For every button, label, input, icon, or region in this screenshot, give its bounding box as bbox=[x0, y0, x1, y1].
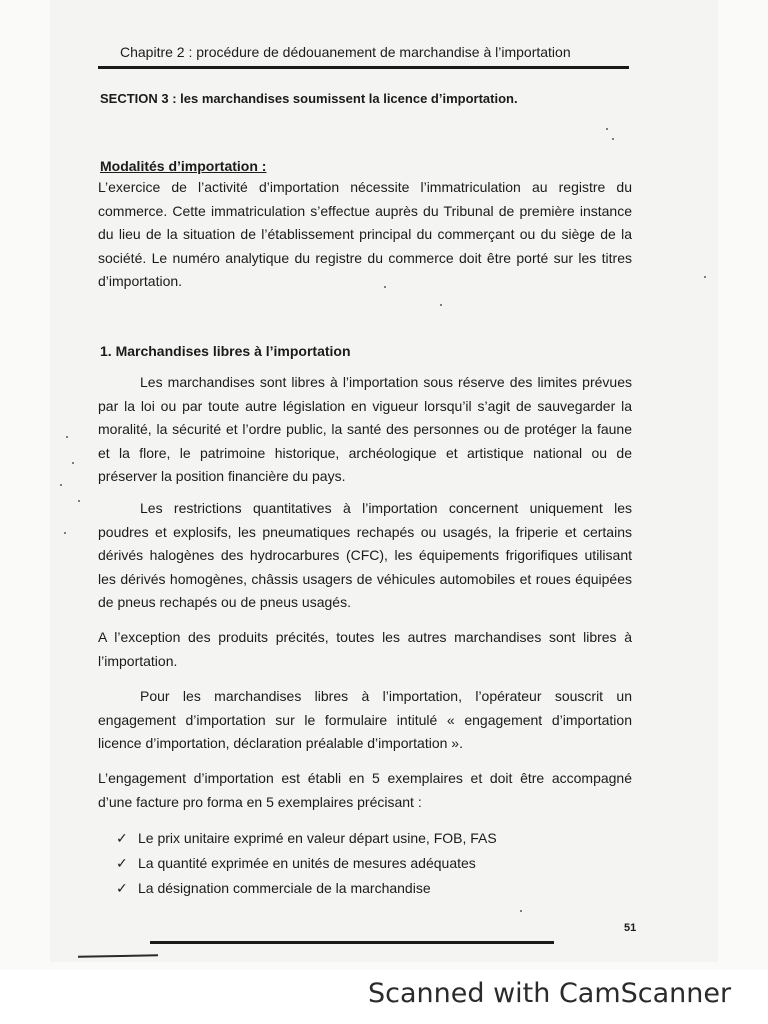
list-item-text: La désignation commerciale de la marchandise bbox=[138, 880, 431, 896]
scan-speck bbox=[60, 484, 62, 486]
section-title: SECTION 3 : les marchandises soumissent la licence d’importation. bbox=[100, 91, 518, 106]
footer-rule bbox=[150, 941, 554, 944]
paragraph-libres: Les marchandises sont libres à l’importation sous réserve des limites prévues par la loi ou par toute autre législation en vigueur lorsqu’il s’agit de sauvegarder la moralité, la sécurité et l’ordre public, la santé des personnes ou de protéger la faune et la flore, le patrimoine historique, archéologique et artistique national ou de préserver la position financière du pays. bbox=[98, 374, 632, 484]
camscanner-watermark: Scanned with CamScanner bbox=[368, 978, 732, 1009]
chapter-header: Chapitre 2 : procédure de dédouanement de marchandise à l’importation bbox=[120, 44, 571, 60]
scan-speck bbox=[520, 910, 522, 912]
paragraph-restrictions: Les restrictions quantitatives à l’importation concernent uniquement les poudres et explosifs, les pneumatiques rechapés ou usagés, la friperie et certains dérivés halogènes des hydrocarbures (CFC), les équipements frigorifiques utilisant les dérivés homogènes, châssis usagers de véhicules automobiles et roues équipées de pneus rechapés ou de pneus usagés. bbox=[98, 500, 632, 610]
header-rule bbox=[98, 66, 629, 69]
paragraph-engagement: Pour les marchandises libres à l’importation, l’opérateur souscrit un engagement d’importation sur le formulaire intitulé « engagement d’importation licence d’importation, déclaration préalable d’importation ». bbox=[98, 688, 632, 751]
list-item-text: La quantité exprimée en unités de mesures adéquates bbox=[138, 855, 476, 871]
facture-checklist bbox=[116, 826, 497, 901]
checkmark-icon: ✓ bbox=[116, 880, 128, 896]
scan-speck bbox=[384, 286, 386, 288]
scan-speck bbox=[704, 276, 706, 278]
scan-speck bbox=[440, 304, 442, 306]
modalites-paragraph: L’exercice de l’activité d’importation nécessite l’immatriculation au registre du commerce. Cette immatriculation s’effectue auprès du Tribunal de première instance du lieu de la situation de l’établissement principal du commerçant ou du siège de la société. Le numéro analytique du registre du commerce doit être porté sur les titres d’importation. bbox=[98, 179, 632, 289]
scan-speck bbox=[612, 138, 614, 140]
paragraph-exception: A l’exception des produits précités, toutes les autres marchandises sont libres à l’importation. bbox=[98, 629, 632, 669]
scan-speck bbox=[78, 500, 80, 502]
paragraph-exemplaires: L’engagement d’importation est établi en 5 exemplaires et doit être accompagné d’une facture pro forma en 5 exemplaires précisant : bbox=[98, 770, 632, 810]
scan-speck bbox=[66, 436, 68, 438]
list-item bbox=[116, 851, 497, 876]
scan-speck bbox=[72, 462, 74, 464]
section1-heading: 1. Marchandises libres à l’importation bbox=[100, 343, 351, 359]
checkmark-icon: ✓ bbox=[116, 855, 128, 871]
modalites-heading: Modalités d’importation : bbox=[100, 158, 267, 174]
scan-speck bbox=[64, 532, 66, 534]
scan-speck bbox=[606, 128, 608, 130]
checkmark-icon: ✓ bbox=[116, 830, 128, 846]
list-item-text: Le prix unitaire exprimé en valeur départ usine, FOB, FAS bbox=[138, 830, 497, 846]
list-item bbox=[116, 826, 497, 851]
page-number: 51 bbox=[624, 922, 637, 934]
list-item bbox=[116, 876, 497, 901]
